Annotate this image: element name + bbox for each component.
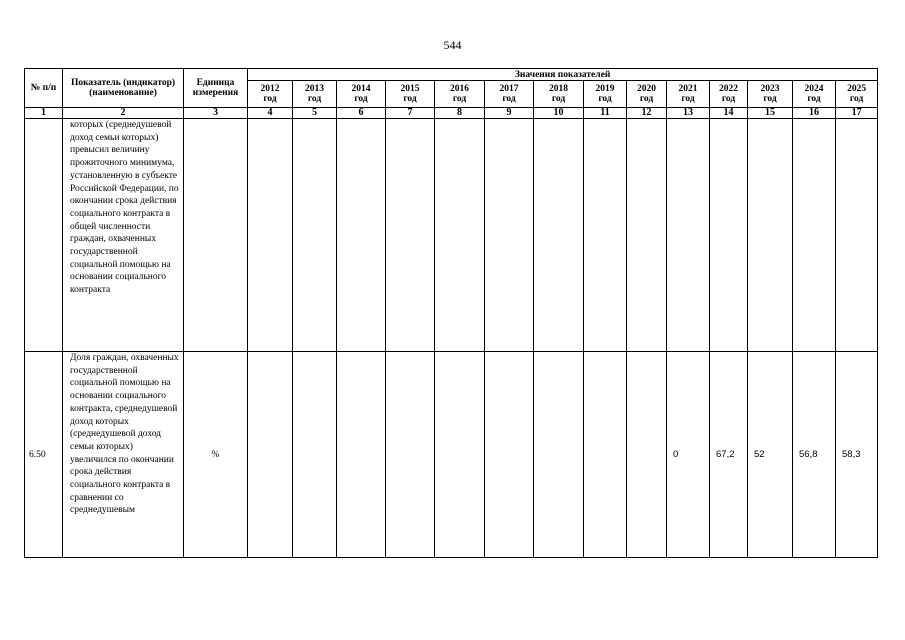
header-year-number: 2016: [450, 84, 469, 94]
header-year-number: 2023: [760, 84, 780, 94]
unit-cell: %: [184, 352, 248, 558]
header-year-number: 2012: [260, 84, 280, 94]
column-number: 12: [627, 108, 667, 119]
header-year: [435, 81, 485, 108]
column-number: 1: [25, 108, 63, 119]
header-year-number: 2017: [499, 84, 519, 94]
value-cell: [435, 352, 485, 558]
header-year-number: 2013: [305, 84, 324, 94]
value-cell: [534, 352, 584, 558]
header-year: [584, 81, 627, 108]
column-number: 10: [534, 108, 584, 119]
column-number: 4: [248, 108, 293, 119]
value-cell: [485, 352, 534, 558]
value-cell: [293, 352, 337, 558]
value-cell: [337, 352, 386, 558]
header-year: [710, 81, 748, 108]
row-number: [25, 119, 63, 352]
header-year: [248, 81, 293, 108]
header-year-number: 2015: [400, 84, 420, 94]
header-year-suffix: год: [639, 94, 654, 104]
column-number: 8: [435, 108, 485, 119]
header-year-number: 2020: [637, 84, 656, 94]
indicator-name: которых (среднедушевой доход семьи которых) превысил величину прожиточного минимума, установленную в субъекте Российской Федерации, по окончании срока действия социального контракта в общей численности граждан, охваченных государственной социальной помощью на основании социального контракта: [63, 119, 184, 352]
header-col-unit: Единица измерения: [184, 69, 248, 108]
value-cell: [748, 119, 793, 352]
indicator-name: Доля граждан, охваченных государственной социальной помощью на основании социального контракта, среднедушевой доход которых (среднедушевой доход семьи которых) увеличился по окончании срока действия социального контракта в сравнении со среднедушевым: [63, 352, 184, 558]
header-year: [534, 81, 584, 108]
value-cell: [248, 352, 293, 558]
value-cell: 58,3: [836, 352, 878, 558]
value-cell: [584, 352, 627, 558]
unit-cell: [184, 119, 248, 352]
header-year: [485, 81, 534, 108]
column-number: 6: [337, 108, 386, 119]
header-year-suffix: год: [263, 94, 277, 104]
header-year: [293, 81, 337, 108]
header-year-number: 2014: [351, 84, 371, 94]
column-numbers-row: [25, 108, 878, 119]
value-cell: 67,2: [710, 352, 748, 558]
value-cell: [386, 352, 435, 558]
header-year-number: 2019: [595, 84, 615, 94]
column-number: 7: [386, 108, 435, 119]
value-cell: [836, 119, 878, 352]
column-number: 3: [184, 108, 248, 119]
value-cell: [627, 352, 667, 558]
header-year-suffix: год: [551, 94, 566, 104]
header-year: [667, 81, 710, 108]
header-year-number: 2024: [804, 84, 824, 94]
header-year: [386, 81, 435, 108]
header-year: [748, 81, 793, 108]
column-number: 14: [710, 108, 748, 119]
column-number: 13: [667, 108, 710, 119]
header-year-number: 2018: [549, 84, 568, 94]
column-number: 16: [793, 108, 836, 119]
value-cell: [386, 119, 435, 352]
header-year: [836, 81, 878, 108]
header-year-number: 2022: [719, 84, 738, 94]
value-cell: [293, 119, 337, 352]
header-year: [793, 81, 836, 108]
header-year: [337, 81, 386, 108]
column-number: 17: [836, 108, 878, 119]
header-year: [627, 81, 667, 108]
header-year-suffix: год: [502, 94, 516, 104]
header-year-suffix: год: [598, 94, 612, 104]
page-number: 544: [443, 38, 462, 52]
value-cell: [337, 119, 386, 352]
value-cell: 0: [667, 352, 710, 558]
value-cell: [627, 119, 667, 352]
value-cell: [793, 119, 836, 352]
value-cell: 52: [748, 352, 793, 558]
value-cell: [248, 119, 293, 352]
column-number: 5: [293, 108, 337, 119]
table-row: [25, 119, 878, 352]
indicators-table: [24, 68, 878, 558]
header-year-suffix: год: [307, 94, 322, 104]
header-year-suffix: год: [807, 94, 821, 104]
column-number: 15: [748, 108, 793, 119]
table-row: [25, 352, 878, 558]
header-year-suffix: год: [403, 94, 417, 104]
value-cell: 56,8: [793, 352, 836, 558]
header-col-no: № п/п: [25, 69, 63, 108]
header-year-suffix: год: [721, 94, 736, 104]
value-cell: [534, 119, 584, 352]
header-year-suffix: год: [763, 94, 777, 104]
value-cell: [710, 119, 748, 352]
column-number: 2: [63, 108, 184, 119]
header-col-values: Значения показателей: [248, 69, 878, 81]
row-number: 6.50: [25, 352, 63, 558]
header-year-suffix: год: [354, 94, 368, 104]
value-cell: [667, 119, 710, 352]
header-year-number: 2025: [847, 84, 867, 94]
header-year-suffix: год: [681, 94, 695, 104]
column-number: 11: [584, 108, 627, 119]
value-cell: [435, 119, 485, 352]
column-number: 9: [485, 108, 534, 119]
header-year-number: 2021: [678, 84, 698, 94]
value-cell: [584, 119, 627, 352]
header-year-suffix: год: [849, 94, 864, 104]
header-col-indicator: Показатель (индикатор) (наименование): [63, 69, 184, 108]
value-cell: [485, 119, 534, 352]
header-year-suffix: год: [452, 94, 467, 104]
